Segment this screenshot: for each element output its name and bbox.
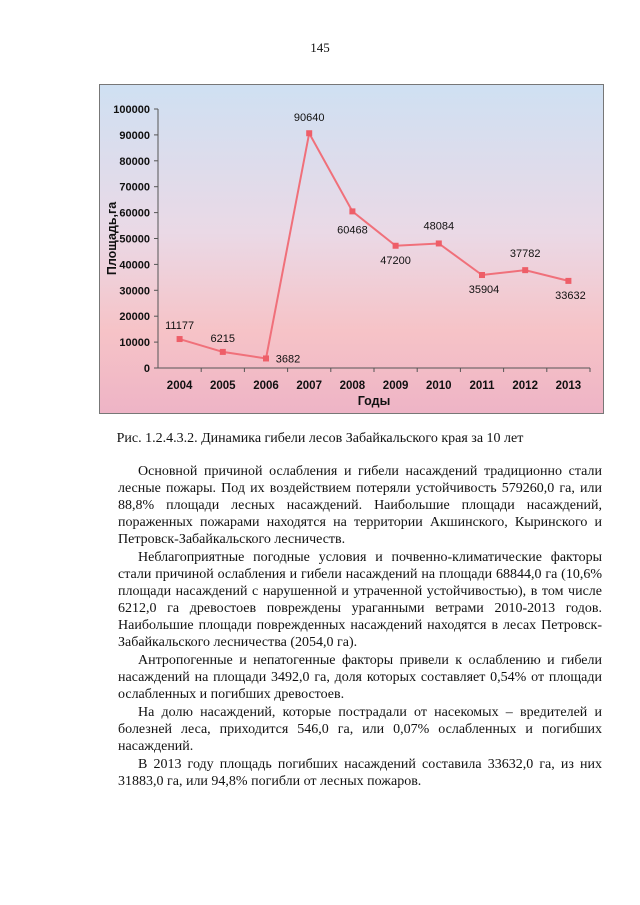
- data-label: 3682: [275, 353, 301, 366]
- y-tick-label: 0: [143, 363, 150, 375]
- series-line: [180, 133, 569, 358]
- data-point: [479, 272, 485, 278]
- y-tick-label: 100000: [113, 104, 150, 116]
- data-label: 47200: [380, 254, 411, 267]
- y-tick-label: 40000: [119, 259, 150, 272]
- y-tick-label: 90000: [119, 129, 150, 142]
- line-chart: [100, 85, 605, 415]
- paragraph: Неблагоприятные погодные условия и почвенно-климатические факторы стали причиной ослабления и гибели насаждений на площади 68844,0 га (10,6% площади насаждений с нарушенной и утраченной устойчивостью), в том числе 6212,0 га древостоев повреждены ураганными ветрами 2010-2013 годов. Наибольшие площади поврежденных насаждений находятся в лесах Петровск-Забайкальского лесничества (2054,0 га).: [118, 550, 602, 650]
- y-tick-label: 30000: [119, 285, 150, 298]
- data-label: 60468: [337, 224, 368, 237]
- data-label: 90640: [293, 112, 325, 125]
- figure-caption: Рис. 1.2.4.3.2. Динамика гибели лесов Забайкальского края за 10 лет: [116, 431, 524, 446]
- x-tick-label: 2006: [253, 380, 279, 392]
- page-number: 145: [310, 40, 330, 55]
- x-axis-label: Годы: [357, 394, 391, 408]
- data-point: [306, 130, 312, 136]
- x-tick-label: 2013: [555, 380, 582, 392]
- data-label: 48084: [423, 220, 455, 233]
- x-tick-label: 2011: [469, 380, 495, 392]
- y-tick-label: 60000: [119, 207, 150, 220]
- data-point: [436, 240, 442, 246]
- data-point: [263, 355, 269, 361]
- x-tick-label: 2009: [382, 380, 409, 392]
- data-label: 37782: [509, 248, 541, 261]
- x-tick-label: 2010: [426, 380, 452, 392]
- data-point: [393, 243, 399, 249]
- paragraph: В 2013 году площадь погибших насаждений составила 33632,0 га, из них 31883,0 га, или 94,8% погибли от лесных пожаров.: [118, 757, 602, 789]
- data-point: [522, 267, 528, 273]
- y-tick-label: 80000: [119, 155, 150, 168]
- paragraph: На долю насаждений, которые пострадали от насекомых – вредителей и болезней леса, приходится 546,0 га, или 0,07% ослабленных и погибших насаждений.: [118, 705, 602, 754]
- data-point: [349, 208, 355, 214]
- y-tick-label: 10000: [119, 337, 150, 350]
- y-axis-label: Площадь,га: [105, 201, 119, 276]
- y-tick-label: 50000: [119, 233, 150, 246]
- x-tick-label: 2007: [296, 380, 322, 392]
- data-label: 11177: [165, 320, 195, 333]
- x-tick-label: 2012: [512, 380, 538, 392]
- data-point: [565, 278, 571, 284]
- paragraph: Антропогенные и непатогенные факторы привели к ослаблению и гибели насаждений на площади 3492,0 га, доля которых составляет 0,54% от площади ослабленных и погибших древостоев.: [118, 653, 602, 702]
- data-label: 6215: [210, 332, 236, 345]
- x-tick-label: 2005: [210, 380, 236, 392]
- body-text: [118, 463, 602, 791]
- y-tick-label: 20000: [119, 311, 150, 324]
- data-point: [220, 349, 226, 355]
- data-label: 35904: [468, 284, 500, 297]
- x-tick-label: 2008: [339, 380, 366, 392]
- chart-area: [99, 84, 604, 414]
- paragraph: Основной причиной ослабления и гибели насаждений традиционно стали лесные пожары. Под их воздействием потеряли устойчивость 579260,0 га, или 88,8% площади лесных насаждений. Наибольшие площади насаждений, пораженных пожарами находятся на территории Акшинского, Кыринского и Петровск-Забайкальского лесничеств.: [118, 464, 602, 547]
- data-label: 33632: [555, 289, 586, 302]
- y-tick-label: 70000: [119, 181, 150, 194]
- data-point: [177, 336, 183, 342]
- x-tick-label: 2004: [166, 380, 193, 392]
